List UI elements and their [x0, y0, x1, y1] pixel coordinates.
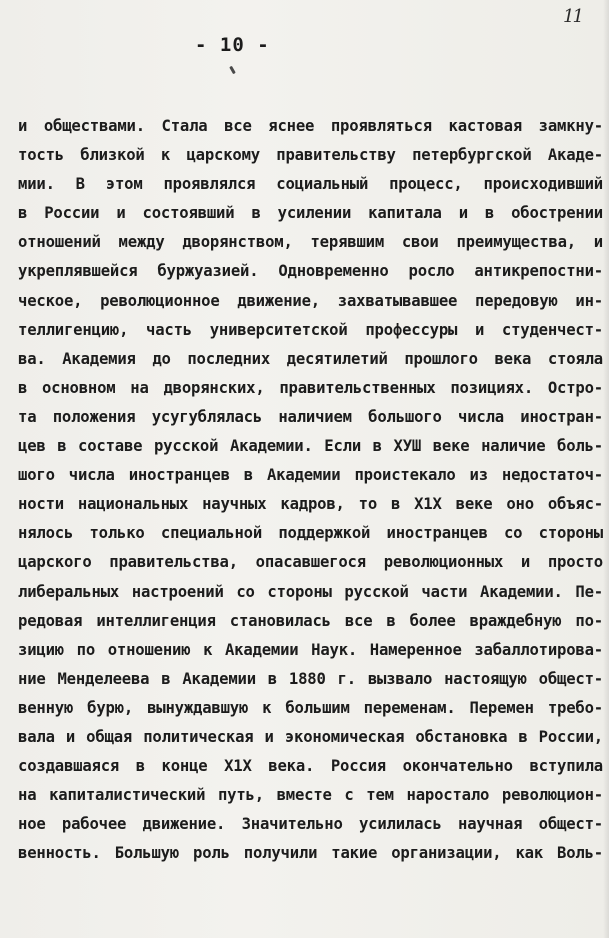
text-line: ние Менделеева в Академии в 1880 г. вызвало настоящую общест-: [18, 669, 603, 688]
body-text: [18, 112, 603, 868]
page-number: - 10 -: [195, 34, 270, 56]
text-line: ва. Академия до последних десятилетий прошлого века стояла: [18, 349, 603, 368]
text-line: и обществами. Стала все яснее проявляться кастовая замкну-: [18, 117, 603, 135]
text-line: теллигенцию, часть университетской профессуры и студенчест-: [18, 320, 603, 339]
text-line: ное рабочее движение. Значительно усилилась научная общест-: [18, 815, 603, 834]
handwritten-page-mark: 11: [563, 6, 582, 27]
text-line: цев в составе русской Академии. Если в ХУШ веке наличие боль-: [18, 437, 603, 456]
text-line: отношений между дворянством, терявшим свои преимущества, и: [18, 233, 603, 252]
text-line: та положения усугублялась наличием большого числа иностран-: [18, 407, 603, 426]
text-line: на капиталистический путь, вместе с тем наростало революцион-: [18, 786, 603, 805]
text-line: царского правительства, опасавшегося революционных и просто: [18, 553, 603, 572]
text-line: нялось только специальной поддержкой иностранцев со стороны: [18, 524, 603, 543]
page-edge-shadow: [603, 0, 609, 938]
text-line: зицию по отношению к Академии Наук. Намеренное забаллотирова-: [18, 640, 603, 659]
text-line: шого числа иностранцев в Академии проистекало из недостаточ-: [18, 466, 603, 485]
text-line: создавшаяся в конце Х1Х века. Россия окончательно вступила: [18, 757, 603, 776]
text-line: ности национальных научных кадров, то в Х1Х веке оно объяс-: [18, 495, 603, 514]
text-line: венность. Большую роль получили такие организации, как Воль-: [18, 844, 603, 863]
text-line: венную бурю, вынуждавшую к большим переменам. Перемен требо-: [18, 698, 603, 717]
text-line: либеральных настроений со стороны русской части Академии. Пе-: [18, 582, 603, 601]
text-line: тость близкой к царскому правительству петербургской Акаде-: [18, 146, 603, 165]
text-line: ческое, революционное движение, захватывавшее передовую ин-: [18, 291, 603, 310]
text-line: укреплявшейся буржуазией. Одновременно росло антикрепостни-: [18, 262, 603, 281]
ink-speck: [229, 66, 236, 74]
text-line: мии. В этом проявлялся социальный процесс, происходивший: [18, 175, 603, 194]
text-line: вала и общая политическая и экономическая обстановка в России,: [18, 727, 603, 746]
text-line: в России и состоявший в усилении капитала и в обострении: [18, 204, 603, 223]
text-line: в основном на дворянских, правительственных позициях. Остро-: [18, 378, 603, 397]
text-line: редовая интеллигенция становилась все в более враждебную по-: [18, 611, 603, 630]
